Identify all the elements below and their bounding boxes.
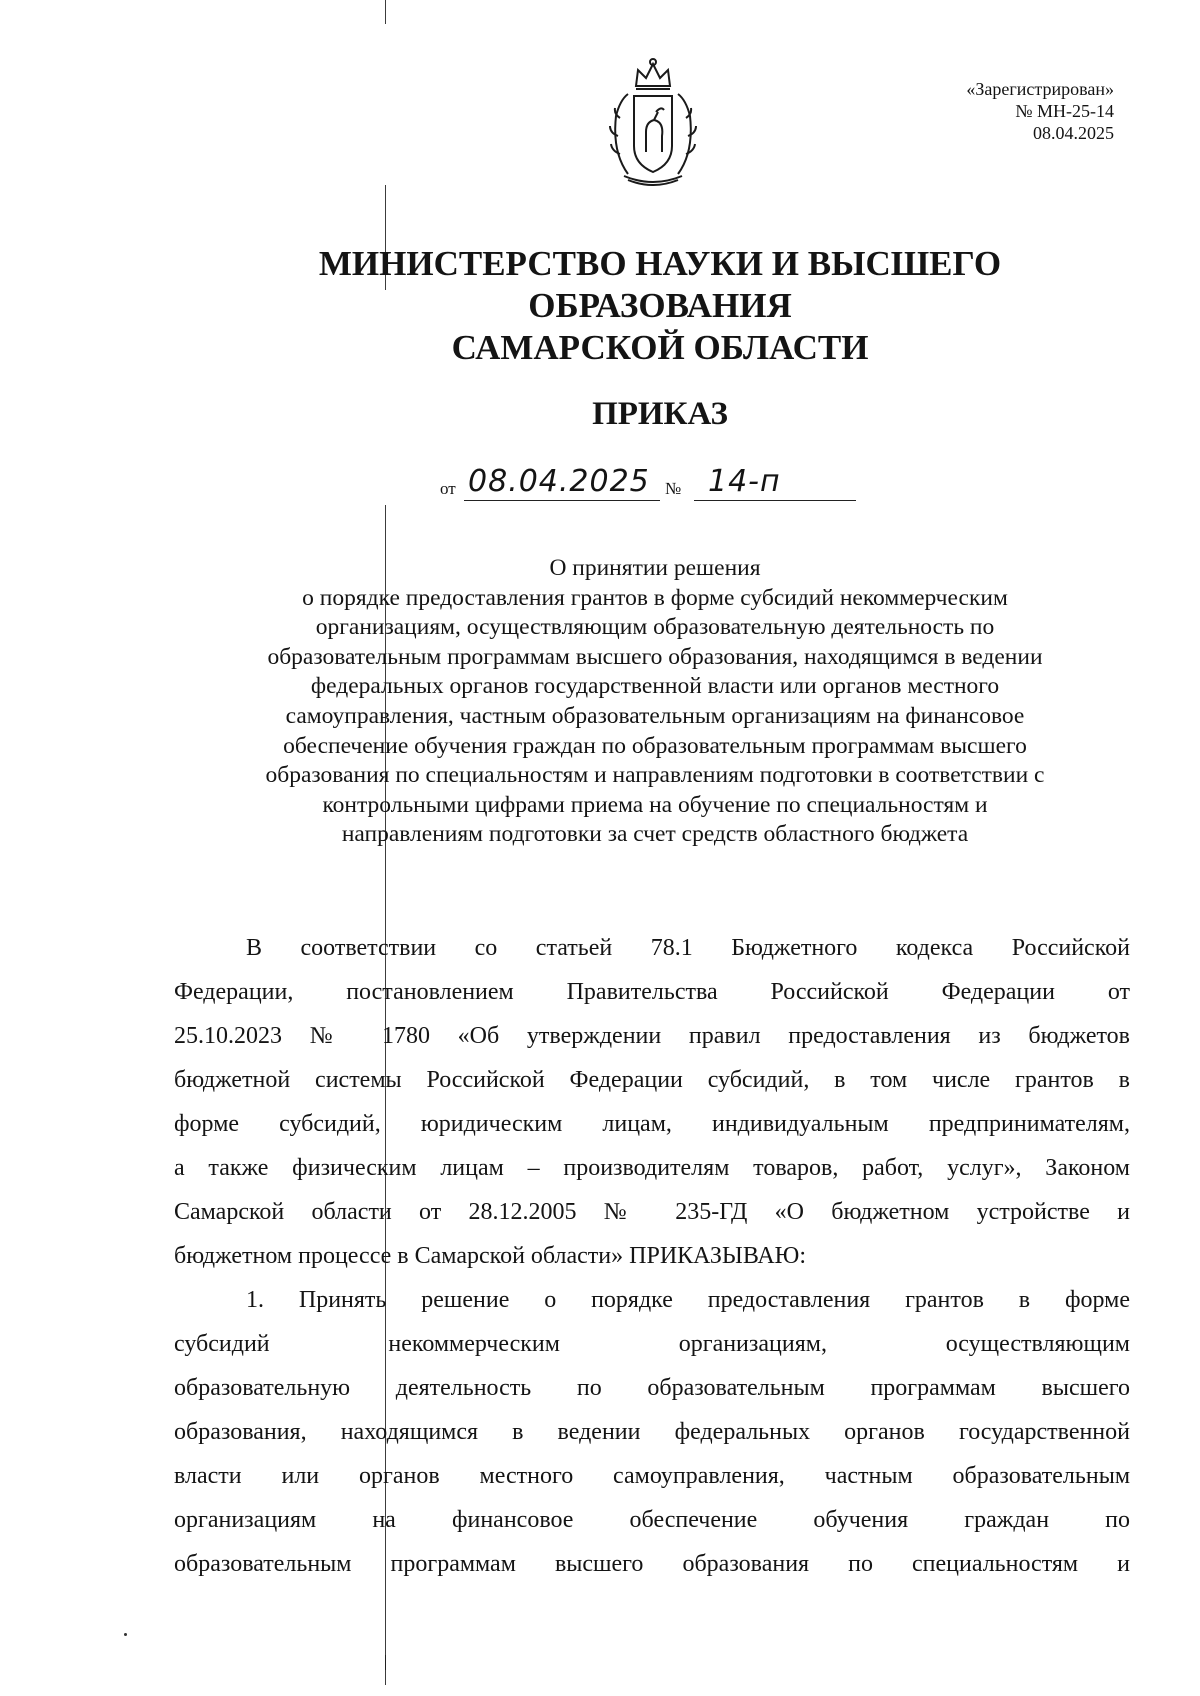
ministry-name-line: ОБРАЗОВАНИЯ <box>528 286 792 325</box>
body-line: Федерации, постановлением Правительства Российской Федерации от <box>174 979 1130 1005</box>
body-line: власти или органов местного самоуправления, частным образовательным <box>174 1463 1130 1489</box>
registration-stamp <box>924 78 1114 144</box>
body-line: В соответствии со статьей 78.1 Бюджетного кодекса Российской <box>246 935 1130 961</box>
date-underline <box>464 500 660 501</box>
subject-line: образовательным программам высшего образования, находящимся в ведении <box>267 643 1043 670</box>
body-line: образовательную деятельность по образовательным программам высшего <box>174 1375 1130 1401</box>
scan-binding-line <box>385 0 386 24</box>
subject-line: организациям, осуществляющим образовательную деятельность по <box>315 614 995 641</box>
body-line: 1. Принять решение о порядке предоставления грантов в форме <box>246 1287 1130 1313</box>
subject-line: самоуправления, частным образовательным организациям на финансовое <box>285 702 1025 729</box>
body-line: бюджетной системы Российской Федерации субсидий, в том числе грантов в <box>174 1067 1130 1093</box>
body-line: бюджетном процессе в Самарской области» ПРИКАЗЫВАЮ: <box>174 1243 807 1269</box>
subject-line: обеспечение обучения граждан по образовательным программам высшего <box>283 732 1027 759</box>
body-line: Самарской области от 28.12.2005 № 235-ГД «О бюджетном устройстве и <box>174 1199 1130 1225</box>
body-line: организациям на финансовое обеспечение обучения граждан по <box>174 1507 1130 1533</box>
scan-binding-line <box>385 1655 386 1685</box>
document-type-title: ПРИКАЗ <box>592 396 728 432</box>
subject-line: о порядке предоставления грантов в форме субсидий некоммерческим <box>302 584 1008 611</box>
subject-line: контрольными цифрами приема на обучение по специальностям и <box>322 791 988 818</box>
number-label: № <box>665 479 682 498</box>
body-line: субсидий некоммерческим организациям, осуществляющим <box>174 1331 1130 1357</box>
registration-number: № МН-25-14 <box>1015 101 1114 121</box>
subject-line: направлениям подготовки за счет средств областного бюджета <box>341 821 969 848</box>
subject-line: федеральных органов государственной власти или органов местного <box>310 673 1000 700</box>
body-line: форме субсидий, юридическим лицам, индивидуальным предпринимателям, <box>174 1111 1130 1137</box>
ministry-name <box>210 243 1110 369</box>
registration-date: 08.04.2025 <box>1033 123 1114 143</box>
order-subject <box>180 554 1130 850</box>
registration-label: «Зарегистрирован» <box>966 79 1114 99</box>
handwritten-date: 08.04.2025 <box>468 464 650 499</box>
subject-line: О принятии решения <box>549 555 761 581</box>
handwritten-number: 14-п <box>708 464 781 499</box>
body-line: 25.10.2023 № 1780 «Об утверждении правил предоставления из бюджетов <box>174 1023 1130 1049</box>
subject-line: образования по специальностям и направлениям подготовки в соответствии с <box>265 762 1045 789</box>
scan-speck <box>124 1633 127 1636</box>
date-label: от <box>440 479 456 498</box>
ministry-name-line: МИНИСТЕРСТВО НАУКИ И ВЫСШЕГО <box>318 244 1002 283</box>
coat-of-arms-emblem <box>598 56 708 186</box>
body-line: а также физическим лицам – производителям товаров, работ, услуг», Законом <box>174 1155 1130 1181</box>
order-date-number-line <box>440 465 860 505</box>
ministry-name-line: САМАРСКОЙ ОБЛАСТИ <box>451 328 869 367</box>
number-underline <box>694 500 856 501</box>
body-line: образовательным программам высшего образования по специальностям и <box>174 1551 1130 1577</box>
body-line: образования, находящимся в ведении федеральных органов государственной <box>174 1419 1130 1445</box>
